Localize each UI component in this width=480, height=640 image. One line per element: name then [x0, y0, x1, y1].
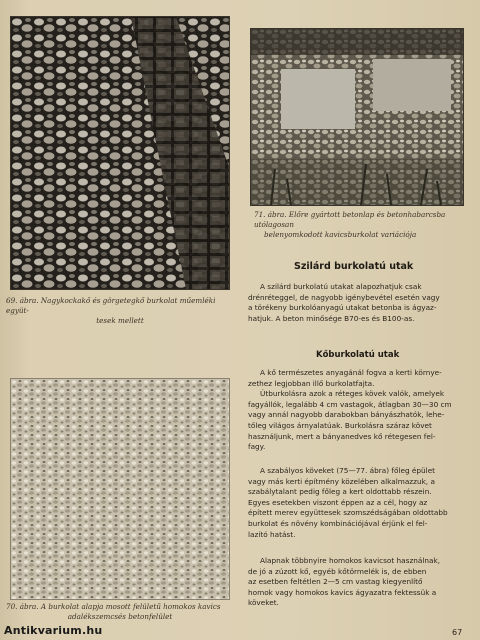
figure-71-caption: [254, 210, 466, 240]
figure-70-photo: [10, 378, 230, 600]
figure-69-photo: [10, 16, 230, 290]
text-line: burkolat és növény kombinációjával érjünk el fel-: [248, 518, 428, 528]
page-number: 67: [452, 628, 463, 637]
section-heading-szilard: Szilárd burkolatú utak: [294, 261, 414, 272]
text-line: homok vagy homokos kavics ágyazatra fektessük a: [248, 587, 437, 597]
text-line: fagy.: [248, 442, 266, 452]
text-line: Egyes esetekben viszont éppen az a cél, hogy az: [248, 497, 428, 507]
text-line: drénréteggel, de nagyobb igénybevétel esetén vagy: [248, 292, 440, 302]
aggregate-photo-image: [11, 379, 229, 599]
text-line: fagyállók, legalább 4 cm vastagok, átlagban 30—30 cm: [248, 399, 452, 409]
text-line: A kő természetes anyagánál fogva a kerti környe-: [260, 368, 442, 377]
text-line: az esetben feltétlen 2—5 cm vastag kiegyenlítő: [248, 577, 423, 587]
cobblestone-photo-image: [11, 17, 229, 289]
caption-line: adalékszemcsés betonfelület: [67, 612, 173, 621]
text-line: zethez legjobban illő burkolatfajta.: [248, 378, 375, 388]
text-line: vagy más kerti építmény közelében alkalmazzuk, a: [248, 476, 435, 486]
szilard-paragraph: [248, 282, 466, 324]
text-line: A szabályos köveket (75—77. ábra) főleg épület: [260, 466, 436, 475]
figure-70-caption: [6, 602, 234, 622]
text-line: használjunk, mert a bányanedves kő rétegesen fel-: [248, 431, 436, 441]
text-line: Útburkolásra azok a réteges kövek valók, amelyek: [260, 389, 445, 399]
figure-71-photo: [250, 28, 464, 206]
caption-line: 71. ábra. Előre gyártott betonlap és betonhabarcsba utólagosan: [254, 210, 446, 229]
caption-line: 69. ábra. Nagykockakő és görgetegkő burkolat műemléki együt-: [6, 296, 216, 315]
section-heading-koburkolatu: Kőburkolatú utak: [316, 350, 400, 360]
text-line: köveket.: [248, 598, 279, 608]
koburkolatu-paragraph-3: [248, 556, 466, 609]
text-line: a törékeny burkolóanyagú utakat betonba is ágyaz-: [248, 303, 437, 313]
text-line: de jó a zúzott kő, egyéb kőtörmelék is, de ebben: [248, 566, 427, 576]
figure-69-caption: [6, 296, 234, 326]
caption-line: tesek mellett: [96, 316, 144, 325]
caption-line: belenyomkodott kavicsburkolat variációja: [264, 230, 417, 239]
text-line: Alapnak többnyire homokos kavicsot használnak,: [260, 556, 441, 565]
text-line: lazító hatást.: [248, 529, 296, 539]
watermark: Antikvarium.hu: [4, 624, 103, 637]
koburkolatu-paragraph-2: [248, 466, 466, 540]
koburkolatu-paragraph-1: [248, 368, 466, 453]
text-line: épített merev együttesek szomszédságában oldottabb: [248, 508, 448, 518]
slab-photo-image: [251, 29, 463, 205]
text-line: A szilárd burkolatú utakat alapozhatjuk csak: [260, 282, 422, 291]
caption-line: 70. ábra. A burkolat alapja mosott felületű homokos kavics: [6, 602, 221, 611]
text-line: szabálytalant pedig főleg a kert oldottabb részein.: [248, 487, 432, 497]
text-line: tőleg világos árnyalatúak. Burkolásra száraz követ: [248, 420, 432, 430]
text-line: vagy annál nagyobb darabokban bányászhatók, lehe-: [248, 410, 445, 420]
text-line: hatjuk. A beton minősége B70-es és B100-as.: [248, 313, 415, 323]
